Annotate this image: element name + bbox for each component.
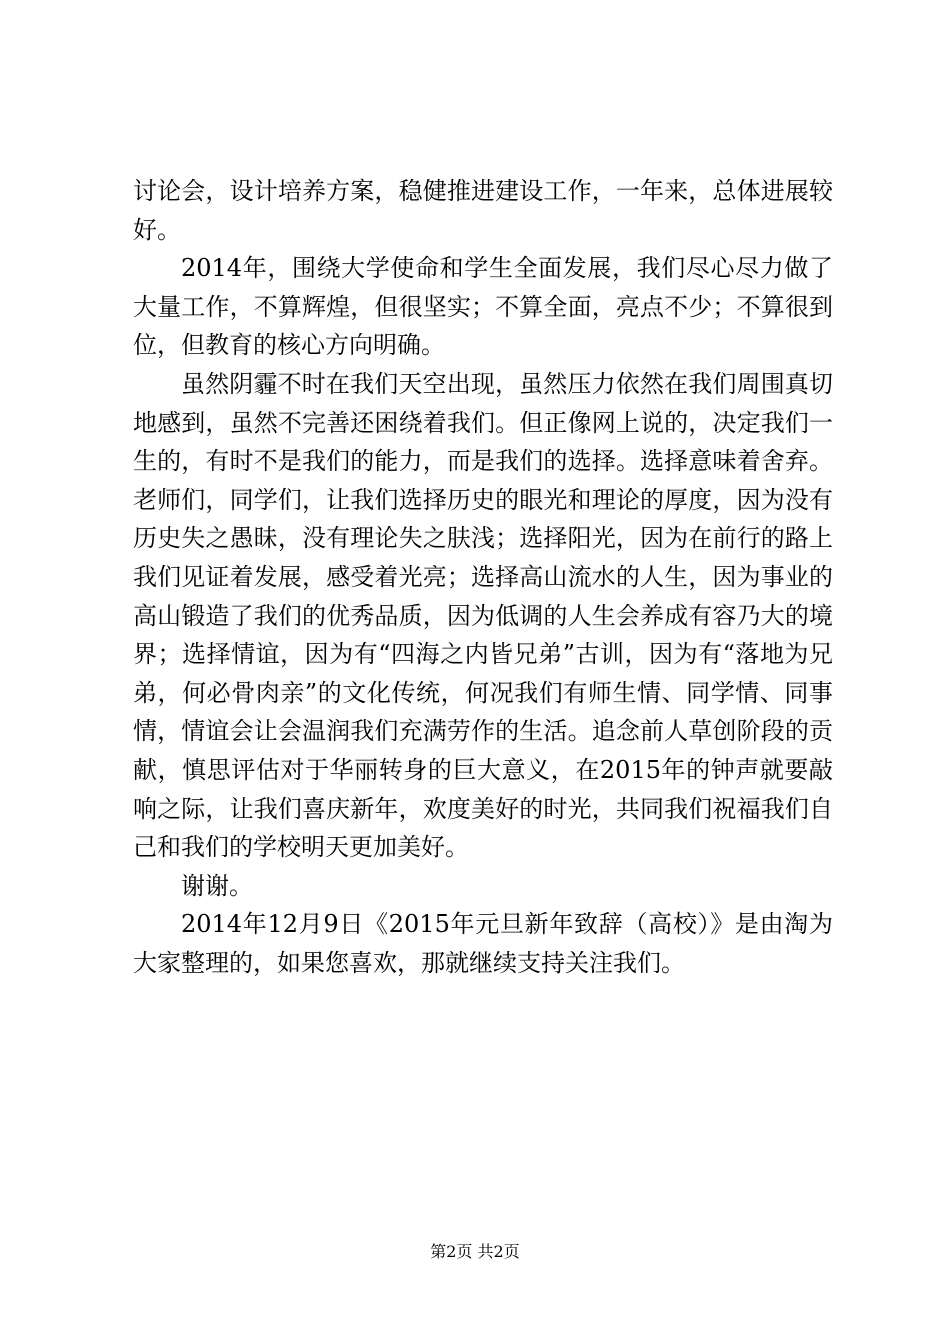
page-number-footer: 第2页 共2页	[430, 1242, 520, 1261]
document-body	[133, 172, 833, 982]
paragraph-source-note: 2014年12月9日《2015年元旦新年致辞（高校）》是由淘为大家整理的，如果您喜欢，那就继续支持关注我们。	[133, 910, 833, 977]
paragraph-choices: 虽然阴霾不时在我们天空出现，虽然压力依然在我们周围真切地感到，虽然不完善还困绕着我们。但正像网上说的，决定我们一生的，有时不是我们的能力，而是我们的选择。选择意味着舍弃。老师们，同学们，让我们选择历史的眼光和理论的厚度，因为没有历史失之愚昧，没有理论失之肤浅；选择阳光，因为在前行的路上我们见证着发展，感受着光亮；选择高山流水的人生，因为事业的高山锻造了我们的优秀品质，因为低调的人生会养成有容乃大的境界；选择情谊，因为有“四海之内皆兄弟”古训，因为有“落地为兄弟，何必骨肉亲”的文化传统，何况我们有师生情、同学情、同事情，情谊会让会温润我们充满劳作的生活。追念前人草创阶段的贡献，慎思评估对于华丽转身的巨大意义，在2015年的钟声就要敲响之际，让我们喜庆新年，欢度美好的时光，共同我们祝福我们自己和我们的学校明天更加美好。	[133, 369, 833, 862]
paragraph-continuation: 讨论会，设计培养方案，稳健推进建设工作，一年来，总体进展较好。	[133, 177, 833, 244]
paragraph-summary-2014: 2014年，围绕大学使命和学生全面发展，我们尽心尽力做了大量工作，不算辉煌，但很坚实；不算全面，亮点不少；不算很到位，但教育的核心方向明确。	[133, 254, 833, 360]
paragraph-thanks: 谢谢。	[181, 871, 253, 900]
